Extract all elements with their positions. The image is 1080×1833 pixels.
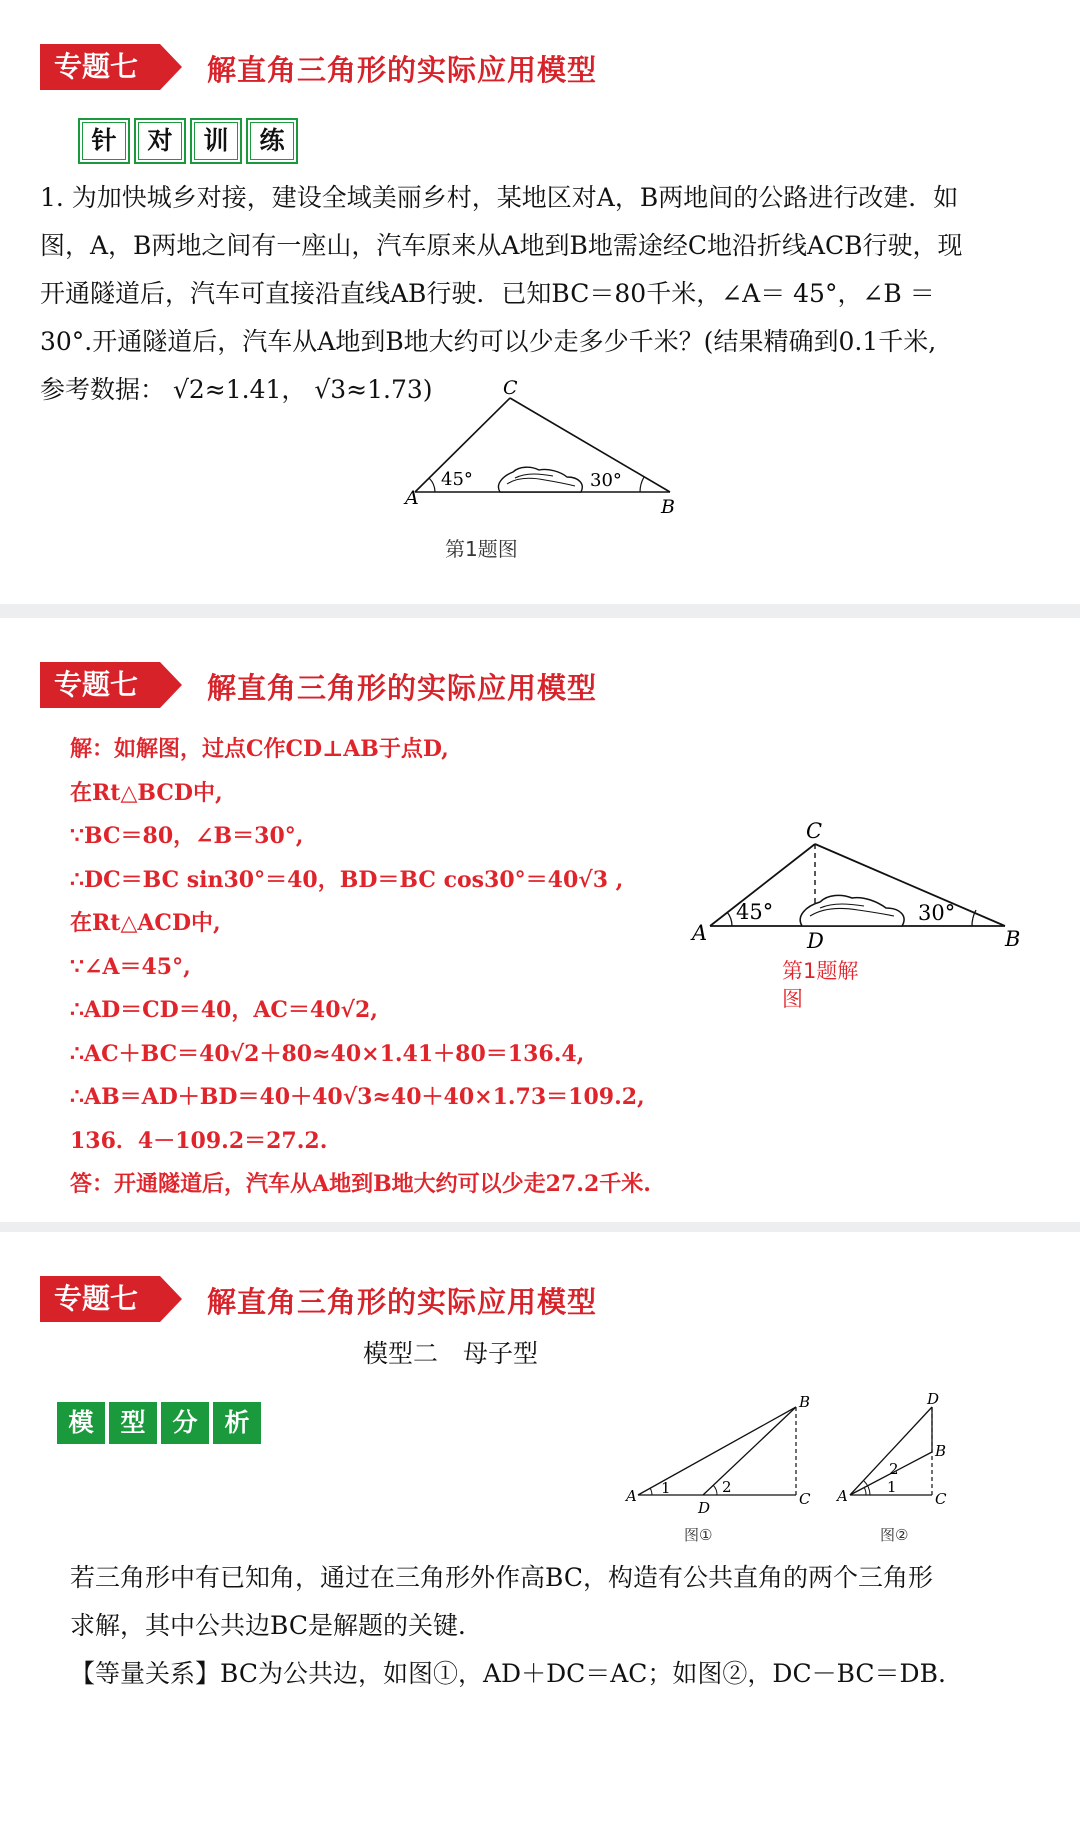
mountain-icon [498, 467, 582, 492]
solution-line: 136．4－109.2＝27.2. [70, 1127, 328, 1154]
slide-title: 解直角三角形的实际应用模型 [207, 53, 598, 87]
figure-caption: 第1题解 [782, 959, 859, 983]
equivalence-line: 【等量关系】BC为公共边，如图①，AD＋DC＝AC；如图②，DC－BC＝DB. [70, 1659, 946, 1688]
point-d-label: D [698, 1499, 711, 1517]
figure-caption: 图① [684, 1526, 713, 1542]
solution-line: ∴DC＝BC sin30°＝40，BD＝BC cos30°＝40√3 , [70, 866, 624, 893]
solution-line: ∴AC＋BC＝40√2＋80≈40×1.41＋80＝136.4, [70, 1040, 585, 1067]
description-line: 若三角形中有已知角，通过在三角形外作高BC，构造有公共直角的两个三角形 [70, 1563, 933, 1592]
angle-1-label: 1 [887, 1478, 897, 1496]
model-char: 分 [161, 1402, 209, 1444]
angle-a-label: 45° [441, 469, 473, 490]
angle-b-label: 30° [590, 470, 622, 491]
point-a-label: A [837, 1487, 848, 1505]
training-char: 练 [246, 118, 298, 164]
solution-answer: 答：开通隧道后，汽车从A地到B地大约可以少走27.2千米. [70, 1171, 651, 1197]
model-subtitle: 模型二 母子型 [363, 1339, 539, 1368]
training-label [78, 118, 298, 164]
angle-a-label: 45° [736, 900, 774, 924]
problem-line: 1. 为加快城乡对接，建设全域美丽乡村，某地区对A，B两地间的公路进行改建．如 [40, 183, 959, 212]
solution-line: ∴AD＝CD＝40，AC＝40√2, [70, 997, 378, 1023]
point-b-label: B [799, 1393, 811, 1411]
point-a-label: A [405, 487, 419, 509]
point-a-label: A [626, 1487, 637, 1505]
point-c-label: C [935, 1490, 947, 1508]
point-b-label: B [661, 496, 675, 518]
model-char: 型 [109, 1402, 157, 1444]
topic-tag: 专题七 [40, 44, 160, 90]
problem-figure [395, 380, 695, 570]
description-line: 求解，其中公共边BC是解题的关键． [70, 1611, 483, 1640]
slide-title: 解直角三角形的实际应用模型 [207, 1285, 598, 1319]
model-figure-1 [618, 1392, 818, 1542]
point-b-label: B [935, 1442, 947, 1460]
problem-line: 开通隧道后，汽车可直接沿直线AB行驶．已知BC＝80千米，∠A＝ 45°，∠B ＝ [40, 279, 935, 308]
solution-text [70, 728, 670, 1207]
solution-line: 在Rt△BCD中, [70, 779, 223, 806]
solution-figure [680, 818, 1030, 1068]
point-a-label: A [692, 921, 708, 945]
point-c-label: C [799, 1490, 811, 1508]
figure-caption: 第1题图 [445, 537, 518, 561]
training-char: 训 [190, 118, 242, 164]
point-c-label: C [503, 380, 518, 399]
solution-line: 在Rt△ACD中, [70, 910, 221, 936]
point-c-label: C [806, 819, 823, 843]
solution-line: ∴AB＝AD＋BD＝40＋40√3≈40＋40×1.73＝109.2, [70, 1084, 645, 1110]
training-char: 针 [78, 118, 130, 164]
model-char: 模 [57, 1402, 105, 1444]
angle-b-label: 30° [918, 901, 956, 925]
training-char: 对 [134, 118, 186, 164]
model-analysis-label [57, 1402, 261, 1444]
slide-solution [0, 618, 1080, 1222]
problem-line: 参考数据： √2≈1.41， √3≈1.73) [40, 375, 433, 404]
problem-text [40, 174, 1040, 414]
solution-line: 解：如解图，过点C作CD⊥AB于点D, [70, 736, 449, 762]
angle-2-label: 2 [889, 1460, 899, 1478]
topic-tag: 专题七 [40, 662, 160, 708]
point-d-label: D [807, 929, 824, 953]
point-d-label: D [927, 1392, 940, 1408]
slide-problem [0, 0, 1080, 604]
point-b-label: B [1005, 927, 1021, 951]
angle-2-label: 2 [722, 1478, 732, 1496]
model-description [70, 1554, 1050, 1698]
model-figure-2 [825, 1392, 975, 1542]
figure-caption: 图② [880, 1526, 909, 1542]
slide-model [0, 1232, 1080, 1833]
slide-title: 解直角三角形的实际应用模型 [207, 671, 598, 705]
problem-line: 图，A，B两地之间有一座山，汽车原来从A地到B地需途经C地沿折线ACB行驶，现 [40, 231, 963, 260]
solution-line: ∵∠A＝45°, [70, 953, 191, 980]
solution-line: ∵BC＝80，∠B＝30°, [70, 823, 304, 849]
topic-tag: 专题七 [40, 1276, 160, 1322]
mountain-icon [800, 895, 904, 926]
problem-line: 30°.开通隧道后，汽车从A地到B地大约可以少走多少千米？(结果精确到0.1千米, [40, 327, 937, 356]
figure-caption-cont: 图 [782, 987, 803, 1011]
angle-1-label: 1 [661, 1479, 671, 1497]
model-char: 析 [213, 1402, 261, 1444]
